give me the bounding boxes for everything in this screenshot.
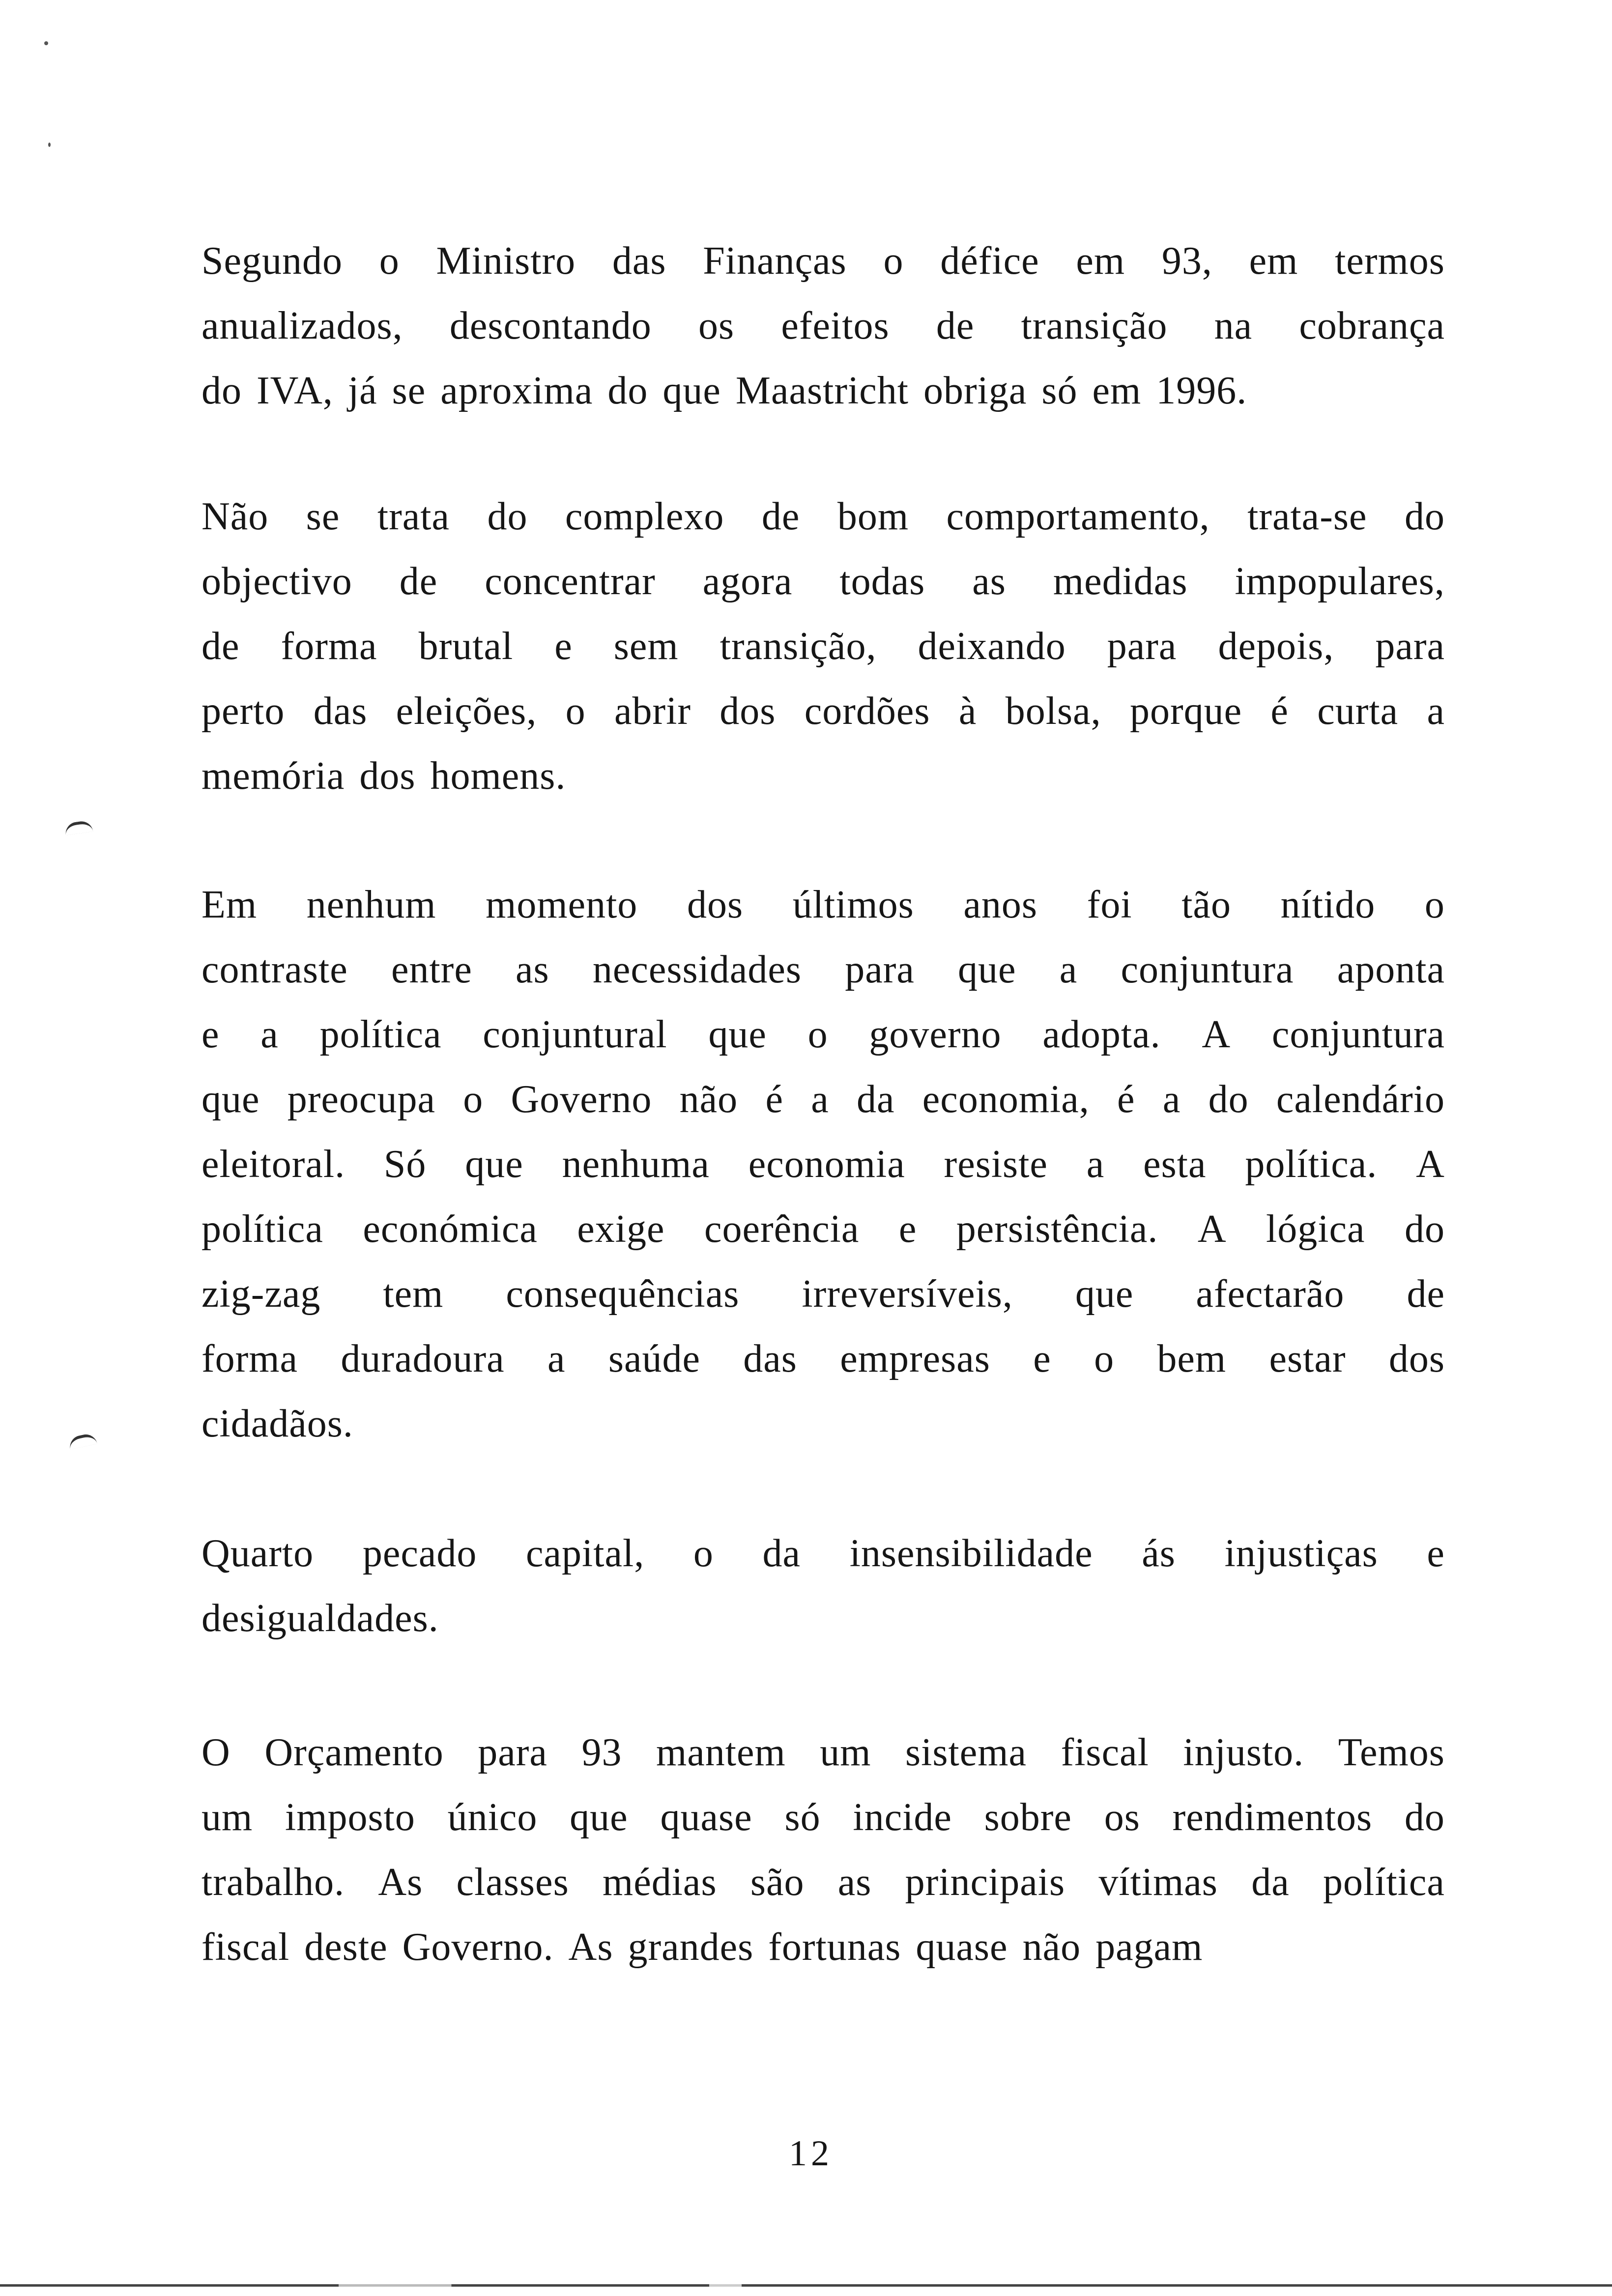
word: 93, [1161,239,1212,283]
word: a [547,1337,566,1380]
word: medidas [1053,560,1188,603]
word: só [1041,369,1078,412]
word: coerência [704,1207,860,1251]
word: desigualdades. [202,1597,439,1640]
text-line [202,872,1445,937]
word: conjuntura [1121,948,1294,991]
word: IVA, [257,369,333,412]
scan-speck [48,143,51,147]
word: depois, [1218,625,1334,668]
word: a [1427,689,1445,733]
word: Governo [511,1078,652,1121]
word: governo [869,1013,1002,1056]
word: porque [1129,689,1242,733]
word: As [568,1925,613,1969]
word: cobrança [1299,304,1445,347]
word: de [202,625,240,668]
word: em [1092,369,1142,412]
word: de [761,495,800,538]
text-line [202,484,1445,549]
word: pagam [1095,1925,1203,1969]
word: na [1214,304,1253,347]
word: da [1251,1861,1290,1904]
word: empresas [840,1337,990,1380]
text-line [202,1850,1445,1915]
word: homens. [430,754,566,798]
word: irreversíveis, [802,1272,1013,1316]
word: se [306,495,340,538]
word: e [1427,1532,1445,1575]
word: política [202,1207,323,1251]
word: dos [720,689,776,733]
word: um [202,1796,253,1839]
word: os [698,304,735,347]
word: concentrar [485,560,656,603]
word: em [1076,239,1125,283]
word: a [811,1078,829,1121]
word: os [1104,1796,1140,1839]
word: que [708,1013,767,1056]
word: consequências [506,1272,740,1316]
word: A [1202,1013,1231,1056]
word: contraste [202,948,348,991]
text-line [202,1785,1445,1850]
word: afectarão [1196,1272,1345,1316]
word: Governo. [402,1925,554,1969]
word: aproxima [440,369,593,412]
text-line [202,1067,1445,1132]
word: zig-zag [202,1272,321,1316]
word: entre [391,948,472,991]
word: esta [1143,1143,1207,1186]
word: tem [383,1272,444,1316]
word: de [1407,1272,1445,1316]
word: a [1162,1078,1181,1121]
text-line [202,1521,1445,1586]
word: bom [837,495,909,538]
word: política. [1245,1143,1378,1186]
word: quase [660,1796,752,1839]
text-line [202,937,1445,1002]
word: que [465,1143,523,1186]
word: termos [1335,239,1445,283]
word: incide [853,1796,952,1839]
word: conjuntura [1271,1013,1445,1056]
word: o [379,239,400,283]
word: do [1208,1078,1249,1121]
word: 93 [581,1731,622,1774]
word: persistência. [956,1207,1158,1251]
word: défice [940,239,1039,283]
word: de [936,304,975,347]
word: objectivo [202,560,352,603]
paragraph-3 [202,872,1445,1456]
word: trata-se [1247,495,1367,538]
word: trata [377,495,450,538]
word: em [1249,239,1298,283]
word: duradoura [341,1337,505,1380]
word: sistema [905,1731,1027,1774]
word: anos [963,883,1038,926]
word: capital, [526,1532,645,1575]
word: do [1404,495,1445,538]
word: As [378,1861,423,1904]
word: conjuntural [483,1013,667,1056]
word: as [516,948,549,991]
word: transição, [720,625,877,668]
paragraph-4 [202,1521,1445,1651]
word: momento [486,883,638,926]
word: eleições, [396,689,537,733]
word: o [1424,883,1445,926]
word: a [1059,948,1078,991]
word: não [1022,1925,1081,1969]
word: A [1416,1143,1445,1186]
word: para [845,948,915,991]
word: Em [202,883,258,926]
word: à [958,689,977,733]
word: memória [202,754,345,798]
word: quase [916,1925,1008,1969]
word: descontando [449,304,652,347]
word: que [662,369,721,412]
word: um [820,1731,871,1774]
word: do [487,495,528,538]
word: médias [602,1861,717,1904]
word: nenhuma [562,1143,710,1186]
word: da [857,1078,895,1121]
word: exige [577,1207,665,1251]
word: o [807,1013,828,1056]
word: aponta [1337,948,1445,991]
word: obriga [923,369,1027,412]
word: O [202,1731,230,1774]
word: rendimentos [1172,1796,1373,1839]
word: Só [383,1143,427,1186]
text-line [202,1720,1445,1785]
word: do [1404,1796,1445,1839]
word: para [1375,625,1445,668]
word: abrir [614,689,691,733]
text-line [202,614,1445,679]
word: que [570,1796,628,1839]
word: resiste [944,1143,1048,1186]
word: que [1075,1272,1134,1316]
paragraph-2 [202,484,1445,808]
word: A [1197,1207,1227,1251]
word: mantem [656,1731,786,1774]
word: as [972,560,1006,603]
text-line [202,358,1445,423]
word: Finanças [703,239,847,283]
word: bem [1157,1337,1227,1380]
word: bolsa, [1005,689,1101,733]
word: classes [456,1861,569,1904]
word: para [1107,625,1177,668]
text-line [202,1262,1445,1326]
word: complexo [565,495,724,538]
word: se [392,369,426,412]
text-line [202,679,1445,744]
word: e [898,1207,917,1251]
word: é [1117,1078,1135,1121]
word: dos [1388,1337,1445,1380]
text-line [202,1326,1445,1391]
word: dos [687,883,744,926]
word: deixando [918,625,1066,668]
word: pecado [362,1532,477,1575]
word: forma [281,625,377,668]
word: Ministro [436,239,576,283]
word: injusto. [1183,1731,1304,1774]
word: calendário [1276,1078,1445,1121]
text-line [202,1132,1445,1197]
word: impopulares, [1235,560,1445,603]
word: cidadãos. [202,1402,353,1445]
word: agora [702,560,793,603]
word: vítimas [1098,1861,1218,1904]
word: Orçamento [264,1731,444,1774]
word: das [743,1337,797,1380]
word: sem [613,625,679,668]
word: anualizados, [202,304,403,347]
word: do [607,369,648,412]
word: Quarto [202,1532,314,1575]
word: preocupa [287,1078,435,1121]
word: Temos [1338,1731,1445,1774]
text-line [202,1002,1445,1067]
word: saúde [608,1337,700,1380]
word: política [1323,1861,1445,1904]
word: adopta. [1042,1013,1161,1056]
word: as [837,1861,872,1904]
word: lógica [1266,1207,1365,1251]
word: trabalho. [202,1861,345,1904]
word: só [784,1796,821,1839]
word: grandes [628,1925,754,1969]
word: imposto [285,1796,415,1839]
word: é [765,1078,783,1121]
word: a [260,1013,279,1056]
word: fiscal [1061,1731,1149,1774]
text-line [202,1391,1445,1456]
word: sobre [984,1796,1072,1839]
word: Maastricht [735,369,909,412]
word: insensibilidade [849,1532,1093,1575]
word: da [762,1532,801,1575]
text-line [202,1197,1445,1262]
word: cordões [804,689,930,733]
word: transição [1021,304,1168,347]
bottom-scan-edge [0,2284,1612,2287]
margin-mark [64,820,93,835]
word: tão [1181,883,1231,926]
word: e [554,625,573,668]
word: das [313,689,368,733]
word: fiscal [202,1925,290,1969]
word: para [478,1731,547,1774]
word: é [1270,689,1289,733]
word: ás [1142,1532,1176,1575]
word: todas [839,560,925,603]
word: injustiças [1224,1532,1378,1575]
word: efeitos [781,304,890,347]
word: eleitoral. [202,1143,345,1186]
page-number: 12 [789,2133,833,2174]
word: o [463,1078,484,1121]
word: que [958,948,1016,991]
word: económica [363,1207,538,1251]
word: brutal [418,625,514,668]
word: estar [1269,1337,1346,1380]
word: fortunas [768,1925,901,1969]
word: não [679,1078,738,1121]
word: do [202,369,242,412]
word: de [399,560,438,603]
margin-mark [68,1432,97,1449]
word: comportamento, [946,495,1210,538]
word: principais [905,1861,1065,1904]
word: o [883,239,904,283]
word: o [693,1532,714,1575]
word: são [750,1861,805,1904]
word: foi [1087,883,1132,926]
word: economia [748,1143,905,1186]
text-line [202,293,1445,358]
word: já [347,369,377,412]
word: nítido [1280,883,1376,926]
word: dos [359,754,416,798]
text-line [202,744,1445,808]
word: 1996. [1156,369,1247,412]
word: curta [1317,689,1399,733]
text-line [202,229,1445,293]
word: e [1033,1337,1051,1380]
word: das [612,239,666,283]
word: economia, [922,1078,1090,1121]
word: últimos [792,883,914,926]
word: que [202,1078,260,1121]
paragraph-1 [202,229,1445,423]
word: o [1094,1337,1115,1380]
word: a [1086,1143,1105,1186]
word: do [1404,1207,1445,1251]
word: nenhum [306,883,436,926]
text-line [202,549,1445,614]
text-line [202,1586,1445,1651]
word: e [202,1013,220,1056]
word: perto [202,689,285,733]
word: política [319,1013,442,1056]
word: Segundo [202,239,343,283]
word: necessidades [592,948,802,991]
word: deste [304,1925,388,1969]
word: forma [202,1337,298,1380]
scan-speck [44,41,48,45]
word: único [447,1796,538,1839]
word: o [565,689,586,733]
paragraph-5 [202,1720,1445,1980]
text-line [202,1915,1445,1980]
word: Não [202,495,269,538]
